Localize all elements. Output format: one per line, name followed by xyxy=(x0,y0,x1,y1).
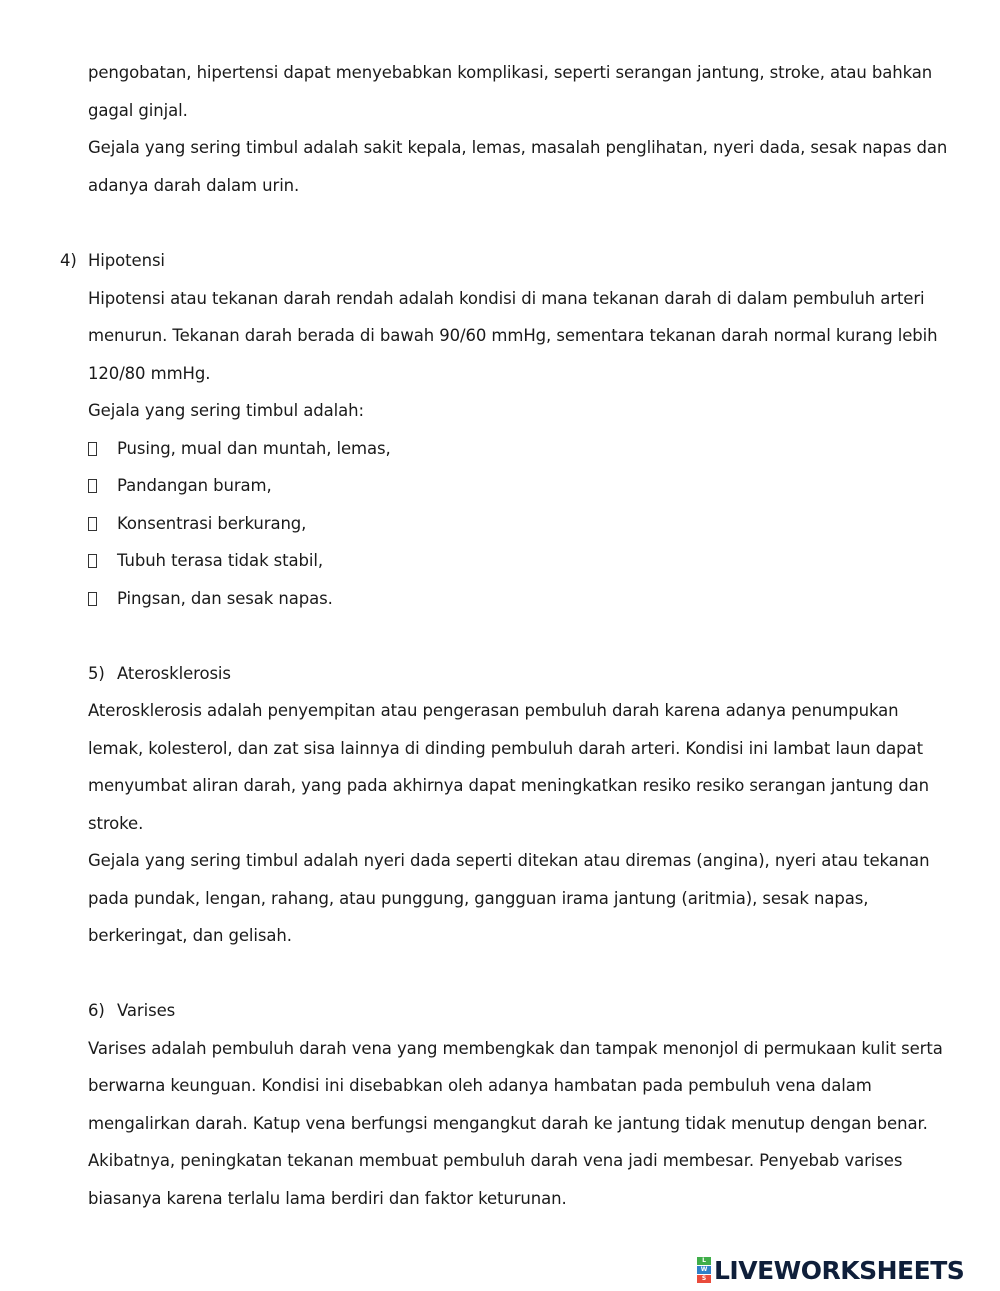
section-4-line-3: 120/80 mmHg. xyxy=(88,364,211,383)
section-5-line-5: Gejala yang sering timbul adalah nyeri dada seperti ditekan atau diremas (angina), nyeri atau tekanan xyxy=(88,851,930,870)
section-6-line-1: Varises adalah pembuluh darah vena yang membengkak dan tampak menonjol di permukaan kulit serta xyxy=(88,1039,943,1058)
section-5-line-6: pada pundak, lengan, rahang, atau punggung, gangguan irama jantung (aritmia), sesak napas, xyxy=(88,889,869,908)
section-4-bullet-1: Pusing, mual dan muntah, lemas, xyxy=(117,439,391,458)
section-5-line-7: berkeringat, dan gelisah. xyxy=(88,926,292,945)
section-6-line-2: berwarna keunguan. Kondisi ini disebabkan oleh adanya hambatan pada pembuluh vena dalam xyxy=(88,1076,872,1095)
section-6-heading: Varises xyxy=(117,1001,176,1020)
section-4-bullet-4: Tubuh terasa tidak stabil, xyxy=(117,551,324,570)
bullet-box-icon xyxy=(88,592,97,606)
bullet-box-icon xyxy=(88,479,97,493)
section-4-bullet-5: Pingsan, dan sesak napas. xyxy=(117,589,333,608)
section-5-line-3: menyumbat aliran darah, yang pada akhirnya dapat meningkatkan resiko resiko serangan jantung dan xyxy=(88,776,930,795)
section-6-number: 6) xyxy=(88,1001,105,1020)
section-5-line-1: Aterosklerosis adalah penyempitan atau pengerasan pembuluh darah karena adanya penumpukan xyxy=(88,701,899,720)
section-5-line-2: lemak, kolesterol, dan zat sisa lainnya di dinding pembuluh darah arteri. Kondisi ini lambat laun dapat xyxy=(88,739,923,758)
mark-letter-w: W xyxy=(697,1266,711,1274)
section-5-number: 5) xyxy=(88,664,105,683)
section-4-line-1: Hipotensi atau tekanan darah rendah adalah kondisi di mana tekanan darah di dalam pembuluh arteri xyxy=(88,289,925,308)
liveworksheets-logo[interactable] xyxy=(697,1255,964,1285)
liveworksheets-mark-icon xyxy=(697,1257,711,1283)
section-4-number: 4) xyxy=(60,251,77,270)
section-5-line-4: stroke. xyxy=(88,814,144,833)
bullet-box-icon xyxy=(88,442,97,456)
section-4-line-4: Gejala yang sering timbul adalah: xyxy=(88,401,364,420)
mark-letter-l: L xyxy=(697,1257,711,1265)
section-6-line-3: mengalirkan darah. Katup vena berfungsi mengangkut darah ke jantung tidak menutup dengan benar. xyxy=(88,1114,928,1133)
section-4-line-2: menurun. Tekanan darah berada di bawah 90/60 mmHg, sementara tekanan darah normal kurang lebih xyxy=(88,326,938,345)
section-4-bullet-3: Konsentrasi berkurang, xyxy=(117,514,307,533)
section-5-heading: Aterosklerosis xyxy=(117,664,231,683)
intro-line-1: pengobatan, hipertensi dapat menyebabkan komplikasi, seperti serangan jantung, stroke, atau bahkan xyxy=(88,63,933,82)
bullet-box-icon xyxy=(88,554,97,568)
section-6-line-4: Akibatnya, peningkatan tekanan membuat pembuluh darah vena jadi membesar. Penyebab varises xyxy=(88,1151,903,1170)
mark-letter-s: S xyxy=(697,1275,711,1283)
section-6-line-5: biasanya karena terlalu lama berdiri dan faktor keturunan. xyxy=(88,1189,567,1208)
intro-line-3: Gejala yang sering timbul adalah sakit kepala, lemas, masalah penglihatan, nyeri dada, sesak napas dan xyxy=(88,138,948,157)
intro-line-2: gagal ginjal. xyxy=(88,101,188,120)
intro-line-4: adanya darah dalam urin. xyxy=(88,176,300,195)
liveworksheets-wordmark: LIVEWORKSHEETS xyxy=(714,1255,965,1285)
bullet-box-icon xyxy=(88,517,97,531)
section-4-heading: Hipotensi xyxy=(88,251,165,270)
section-4-bullet-2: Pandangan buram, xyxy=(117,476,272,495)
